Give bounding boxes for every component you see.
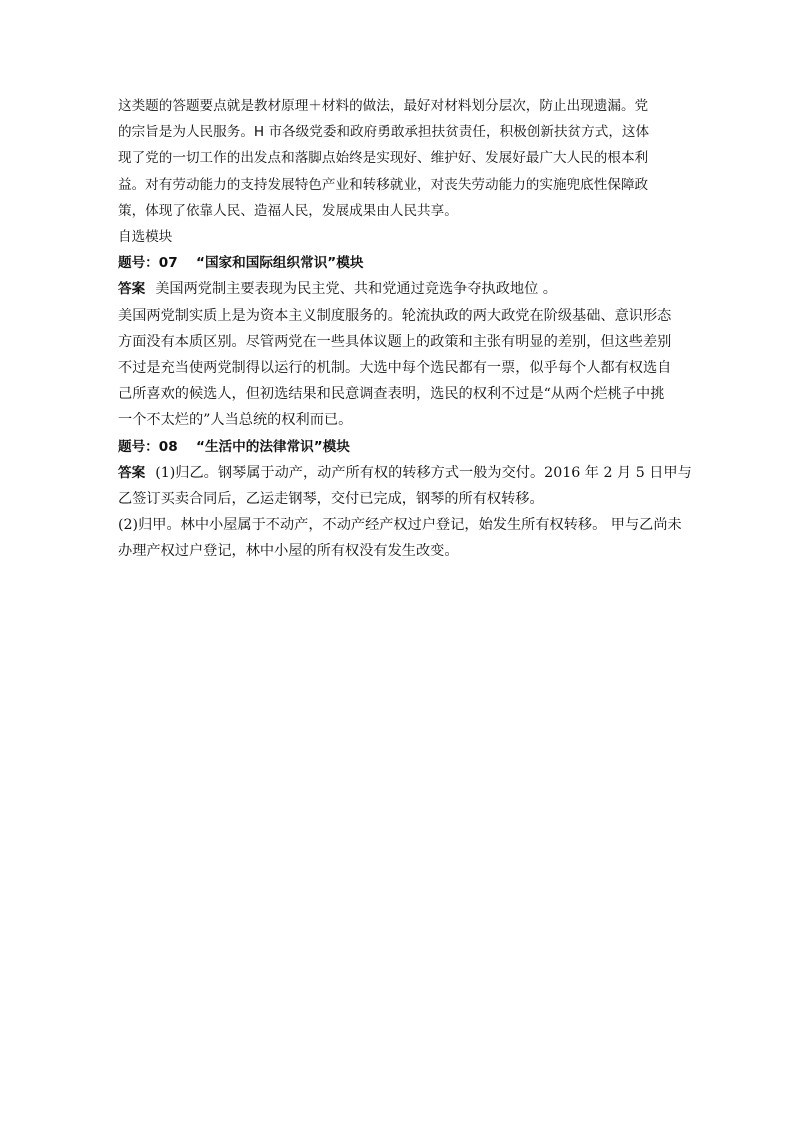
question-08-answer [118,460,692,565]
answer-line: 美国两党制实质上是为资本主义制度服务的。轮流执政的两大政党在阶级基础、意识形态 [118,307,672,324]
intro-paragraph [118,93,686,224]
intro-line: 现了党的一切工作的出发点和落脚点始终是实现好、维护好、发展好最广大人民的根本利 [118,150,649,167]
answer-line: 方面没有本质区别。尽管两党在一些具体议题上的政策和主张有明显的差别，但这些差别 [118,333,672,350]
answer-text: 美国两党制主要表现为民主党、共和党通过竞选争夺执政地位 。 [155,281,557,298]
answer-line: 不过是充当使两党制得以运行的机制。大选中每个选民都有一票，似乎每个人都有权选自 [118,360,672,377]
answer-first-line [118,460,692,486]
answer-label: 答案 [118,464,146,481]
question-08-heading: 题号：08 “生活中的法律常识”模块 [118,438,350,455]
question-07-answer [118,276,686,433]
answer-line: (2)归甲。林中小屋属于不动产，不动产经产权过户登记，始发生所有权转移。 甲与乙尚未 [118,517,682,534]
answer-line: 办理产权过户登记，林中小屋的所有权没有发生改变。 [118,543,459,560]
intro-line: 益。对有劳动能力的支持发展特色产业和转移就业，对丧失劳动能力的实施兜底性保障政 [118,176,649,193]
intro-line: 的宗旨是为人民服务。H 市各级党委和政府勇敢承担扶贫责任，积极创新扶贫方式，这体 [118,124,650,141]
optional-module-title: 自选模块 [118,229,173,246]
question-07-heading: 题号：07 “国家和国际组织常识”模块 [118,255,364,272]
answer-line: 己所喜欢的候选人，但初选结果和民意调查表明，选民的权利不过是“从两个烂桃子中挑 [118,386,665,403]
intro-line: 策，体现了依靠人民、造福人民，发展成果由人民共享。 [118,202,458,219]
answer-text: (1)归乙。钢琴属于动产，动产所有权的转移方式一般为交付。2016 年 2 月 5 日甲与 [155,464,692,481]
answer-first-line [118,276,686,302]
answer-line: 乙签订买卖合同后，乙运走钢琴，交付已完成，钢琴的所有权转移。 [118,491,544,508]
intro-line: 这类题的答题要点就是教材原理＋材料的做法，最好对材料划分层次，防止出现遗漏。党 [118,98,649,114]
answer-line: 一个不太烂的”人当总统的权利而已。 [118,412,353,429]
document-page [118,93,692,565]
answer-label: 答案 [118,281,146,298]
